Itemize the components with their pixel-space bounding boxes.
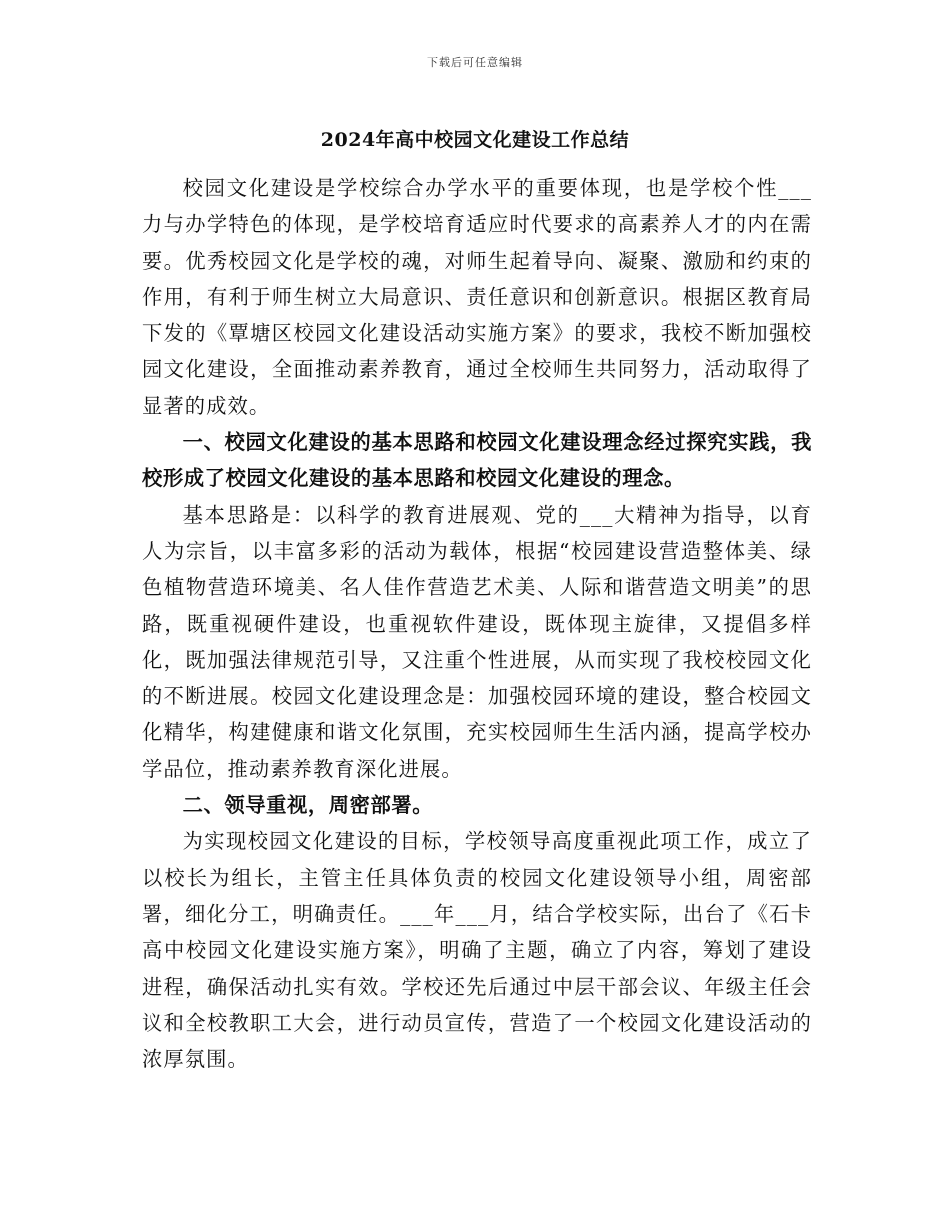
document-title: 2024年高中校园文化建设工作总结 [320, 129, 630, 151]
paragraph-basic-ideas: 基本思路是：以科学的教育进展观、党的___大精神为指导，以育人为宗旨，以丰富多彩的活动为载体，根据“校园建设营造整体美、绿色植物营造环境美、名人佳作营造艺术美、人际和谐营造文明美”的思路，既重视硬件建设，也重视软件建设，既体现主旋律，又提倡多样化，既加强法律规范引导，又注重个性进展，从而实现了我校校园文化的不断进展。校园文化建设理念是：加强校园环境的建设，整合校园文化精华，构建健康和谐文化氛围，充实校园师生生活内涵，提高学校办学品位，推动素养教育深化进展。 [142, 502, 812, 781]
paragraph-leadership: 为实现校园文化建设的目标，学校领导高度重视此项工作，成立了以校长为组长，主管主任具体负责的校园文化建设领导小组，周密部署，细化分工，明确责任。___年___月，结合学校实际，出台了《石卡高中校园文化建设实施方案》，明确了主题，确立了内容，筹划了建设进程，确保活动扎实有效。学校还先后通过中层干部会议、年级主任会议和全校教职工大会，进行动员宣传，营造了一个校园文化建设活动的浓厚氛围。 [142, 829, 812, 1072]
section-heading-2: 二、领导重视，周密部署。 [182, 793, 434, 818]
document-body [142, 170, 812, 1077]
page-header-note: 下载后可任意编辑 [427, 56, 523, 69]
paragraph-intro: 校园文化建设是学校综合办学水平的重要体现，也是学校个性___力与办学特色的体现，是学校培育适应时代要求的高素养人才的内在需要。优秀校园文化是学校的魂，对师生起着导向、凝聚、激励和约束的作用，有利于师生树立大局意识、责任意识和创新意识。根据区教育局下发的《覃塘区校园文化建设活动实施方案》的要求，我校不断加强校园文化建设，全面推动素养教育，通过全校师生共同努力，活动取得了显著的成效。 [142, 176, 812, 418]
section-heading-1: 一、校园文化建设的基本思路和校园文化建设理念经过探究实践，我校形成了校园文化建设的基本思路和校园文化建设的理念。 [142, 430, 812, 491]
